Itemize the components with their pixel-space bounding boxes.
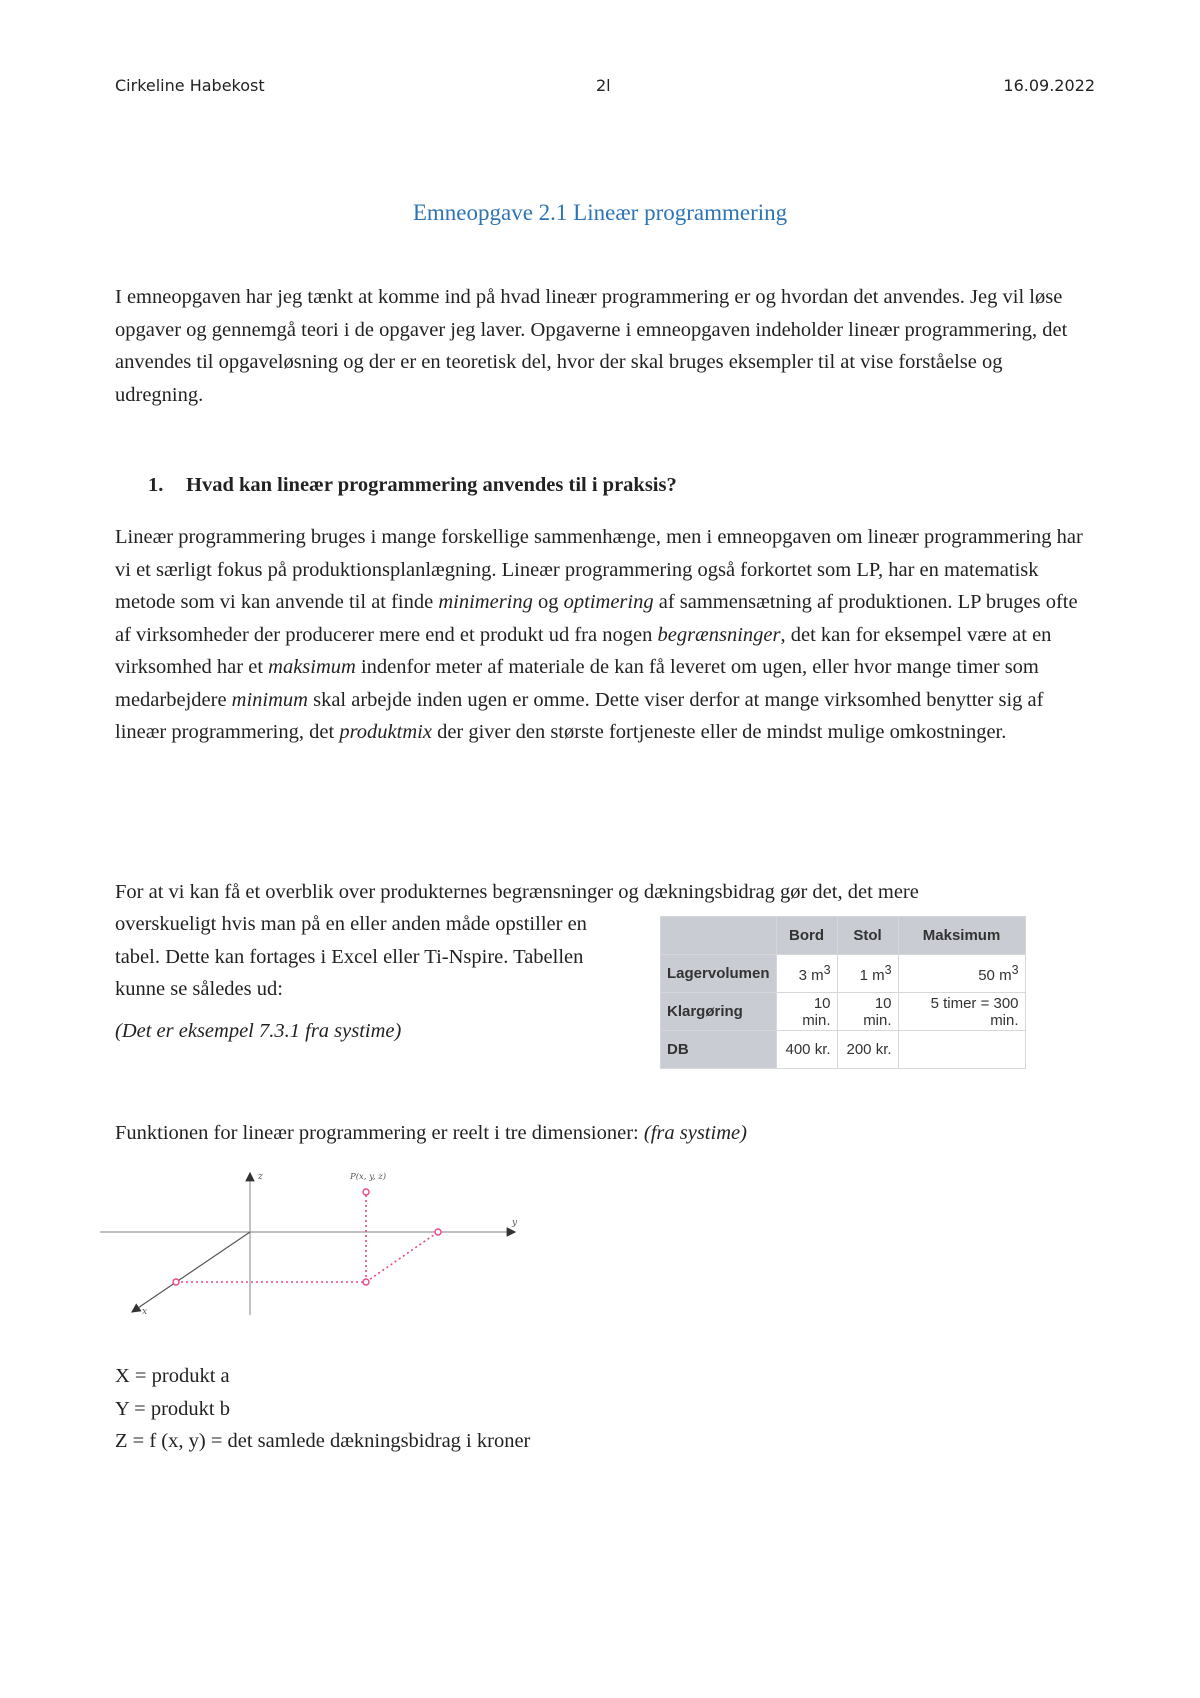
projection-line — [366, 1232, 438, 1282]
point-x — [173, 1279, 179, 1285]
table-row — [661, 955, 1026, 993]
cell-bord: 400 kr. — [776, 1031, 837, 1069]
section-number: 1. — [148, 474, 164, 496]
table-header-row — [661, 917, 1026, 955]
intro-paragraph: I emneopgaven har jeg tænkt at komme ind på hvad lineær programmering er og hvordan det anvendes. Jeg vil løse opgaver og gennemgå teori i de opgaver jeg laver. Opgaverne i emneopgaven indeholder lineær programmering, det anvendes til opgaveløsning og der er en teoretisk del, hvor der skal bruges eksempler til at vise forståelse og udregning. — [115, 286, 1068, 406]
table-row — [661, 1031, 1026, 1069]
y-axis-label: y — [512, 1218, 518, 1228]
row-label: DB — [661, 1031, 777, 1069]
row-label: Klargøring — [661, 993, 777, 1031]
col-maksimum: Maksimum — [898, 917, 1025, 955]
emphasis-optimering: optimering — [563, 591, 654, 613]
table-corner — [661, 917, 777, 955]
cell-stol: 200 kr. — [837, 1031, 898, 1069]
cell-maksimum: 5 timer = 300 min. — [898, 993, 1025, 1031]
table-intro-rest: overskueligt hvis man på en eller anden måde opstiller en tabel. Dette kan fortages i Excel eller Ti-Nspire. Tabellen kunne se således ud: — [115, 913, 587, 1000]
definition-y: Y = produkt b — [115, 1397, 231, 1420]
cell-bord: 10 min. — [776, 993, 837, 1031]
row-label: Lagervolumen — [661, 955, 777, 993]
point-label: P(x, y, z) — [350, 1172, 387, 1182]
emphasis-produktmix: produktmix — [339, 721, 432, 743]
cell-stol: 10 min. — [837, 993, 898, 1031]
x-axis — [132, 1232, 250, 1312]
definitions-list — [115, 1360, 1095, 1458]
point-p — [363, 1189, 369, 1195]
cell-bord: 3 $m^3$ — [776, 955, 837, 993]
body-paragraph: Lineær programmering bruges i mange forskellige sammenhænge, men i emneopgaven om lineær programmering har vi et særligt fokus på produktionsplanlægning. Lineær programmering også forkortet som LP, har en matematisk metode som vi kan anvende til at finde minimering og optimering af sammensætning af produktionen. LP bruges ofte af virksomheder der producerer mere end et produkt ud fra nogen begrænsninger, det kan for eksempel være at en virksomhed har et maksimum indenfor meter af materiale de kan få leveret om ugen, eller hvor mange timer som medarbejdere minimum skal arbejde inden ugen er omme. Dette viser derfor at mange virksomhed benytter sig af lineær programmering, det produktmix der giver den største fortjeneste eller de mindst mulige omkostninger. — [115, 526, 1083, 743]
table-row — [661, 993, 1026, 1031]
point-base — [363, 1279, 369, 1285]
z-axis-label: z — [258, 1172, 263, 1182]
emphasis-begraensninger: begrænsninger — [657, 623, 781, 646]
point-y — [435, 1229, 441, 1235]
emphasis-minimering: minimering — [438, 591, 533, 613]
definition-z: Z = f (x, y) = det samlede dækningsbidrag i kroner — [115, 1430, 531, 1452]
emphasis-minimum: minimum — [231, 688, 308, 711]
source-note: (Det er eksempel 7.3.1 fra systime) — [115, 1020, 402, 1042]
x-axis-label: x — [142, 1307, 148, 1315]
header-author: Cirkeline Habekost — [115, 76, 265, 95]
table-intro-line: For at vi kan få et overblik over produkternes begrænsninger og dækningsbidrag gør det, det mere — [115, 881, 919, 903]
col-stol: Stol — [837, 917, 898, 955]
section-heading-text: Hvad kan lineær programmering anvendes til i praksis? — [186, 474, 677, 496]
cell-maksimum — [898, 1031, 1025, 1069]
definition-x: X = produkt a — [115, 1365, 230, 1387]
section-heading — [148, 474, 677, 497]
page-title: Emneopgave 2.1 Lineær programmering — [412, 200, 788, 225]
header-class: 2l — [596, 76, 611, 95]
function-paragraph: Funktionen for lineær programmering er reelt i tre dimensioner: (fra systime) — [115, 1122, 747, 1144]
header-date: 16.09.2022 — [1003, 76, 1095, 95]
function-source: (fra systime) — [643, 1122, 747, 1144]
constraints-table — [660, 916, 1026, 1069]
cell-stol: 1 $m^3$ — [837, 955, 898, 993]
col-bord: Bord — [776, 917, 837, 955]
emphasis-maksimum: maksimum — [268, 656, 356, 678]
3d-axes-diagram — [100, 1165, 530, 1315]
cell-maksimum: 50 $m^3$ — [898, 955, 1025, 993]
